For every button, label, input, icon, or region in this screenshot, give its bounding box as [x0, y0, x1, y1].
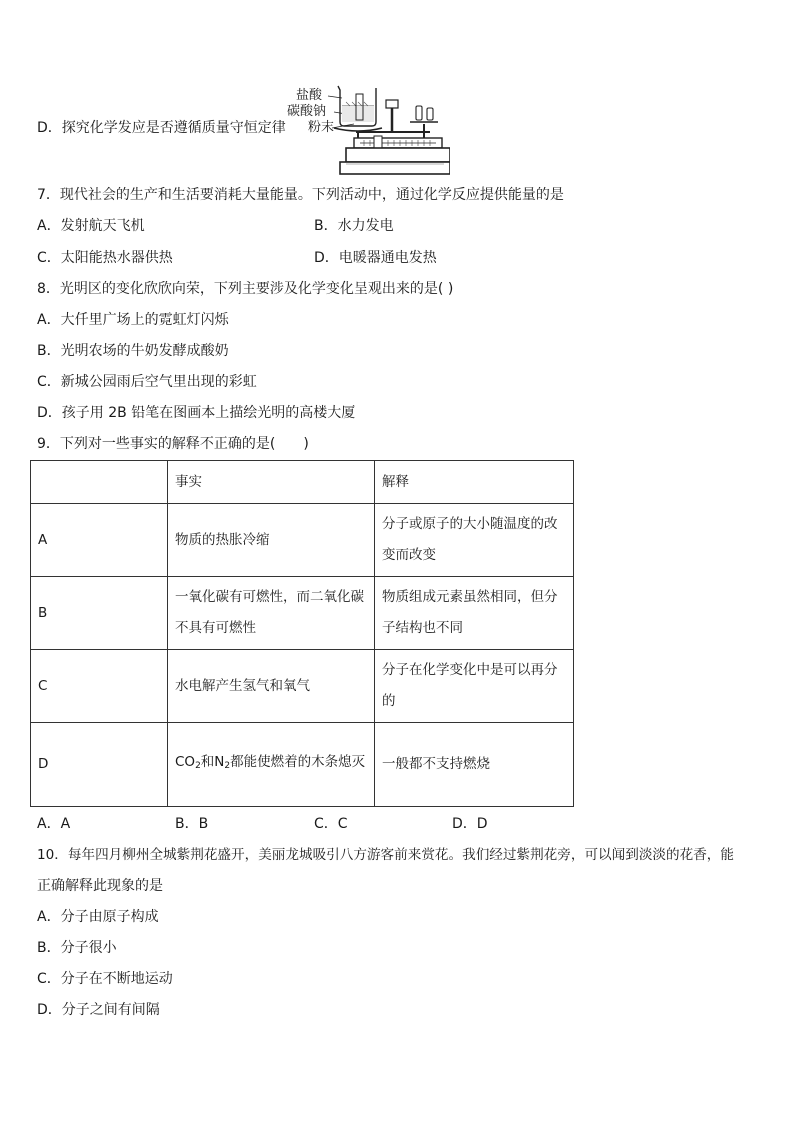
q8-stem: 8．光明区的变化欣欣向荣，下列主要涉及化学变化呈观出来的是( )	[37, 281, 454, 297]
header-label	[31, 461, 168, 504]
q8-option-c: C．新城公园雨后空气里出现的彩虹	[37, 374, 257, 390]
row-label: B	[31, 577, 168, 650]
balance-apparatus-figure	[287, 84, 450, 178]
row-fact: 物质的热胀冷缩	[168, 504, 375, 577]
q10-option-b: B．分子很小	[37, 940, 117, 956]
q10-stem-line1: 10．每年四月柳州全城紫荆花盛开，美丽龙城吸引八方游客前来赏花。我们经过紫荆花旁，可以闻到淡淡的花香，能	[37, 847, 734, 863]
q7-option-a: A．发射航天飞机	[37, 218, 145, 234]
q10-option-d: D．分子之间有间隔	[37, 1002, 160, 1018]
row-label: D	[31, 723, 168, 807]
formula-n2: $N_2$	[214, 754, 231, 771]
q10-option-c: C．分子在不断地运动	[37, 971, 173, 987]
header-fact: 事实	[168, 461, 375, 504]
facts-table	[30, 460, 574, 807]
q10-option-a: A．分子由原子构成	[37, 909, 159, 925]
row-fact: 一氧化碳有可燃性，而二氧化碳不具有可燃性	[168, 577, 375, 650]
q8-option-d: D．孩子用 2B 铅笔在图画本上描绘光明的高楼大厦	[37, 405, 356, 421]
q9-option-b: B．B	[175, 816, 209, 832]
q8-option-b: B．光明农场的牛奶发酵成酸奶	[37, 343, 229, 359]
label-carbonate: 碳酸钠	[287, 104, 327, 119]
label-powder: 粉末	[308, 120, 335, 135]
label-acid: 盐酸	[296, 88, 323, 103]
q10-stem-line2: 正确解释此现象的是	[37, 878, 163, 894]
q7-stem: 7．现代社会的生产和生活要消耗大量能量。下列活动中，通过化学反应提供能量的是	[37, 187, 564, 203]
table-header-row	[31, 461, 574, 504]
row-label: C	[31, 650, 168, 723]
row-explanation: 分子或原子的大小随温度的改变而改变	[375, 504, 574, 577]
table-row	[31, 650, 574, 723]
table-row	[31, 577, 574, 650]
row-explanation: 分子在化学变化中是可以再分的	[375, 650, 574, 723]
q8-option-a: A．大仟里广场上的霓虹灯闪烁	[37, 312, 229, 328]
q6-option-d: D．探究化学发应是否遵循质量守恒定律	[37, 120, 286, 136]
row-explanation: 一般都不支持燃烧	[375, 723, 574, 807]
table-row	[31, 723, 574, 807]
row-explanation: 物质组成元素虽然相同，但分子结构也不同	[375, 577, 574, 650]
row-fact: 水电解产生氢气和氧气	[168, 650, 375, 723]
formula-co2: $CO_2$	[175, 754, 201, 771]
q7-option-b: B．水力发电	[314, 218, 394, 234]
header-explanation: 解释	[375, 461, 574, 504]
q9-stem: 9．下列对一些事实的解释不正确的是( )	[37, 436, 309, 452]
q9-option-a: A．A	[37, 816, 71, 832]
q7-option-d: D．电暖器通电发热	[314, 250, 437, 266]
q9-option-c: C．C	[314, 816, 348, 832]
row-fact: $CO_2$和$N_2$都能使燃着的木条熄灭	[168, 723, 375, 807]
q9-option-d: D．D	[452, 816, 488, 832]
balance-icon	[290, 84, 450, 178]
row-label: A	[31, 504, 168, 577]
q7-option-c: C．太阳能热水器供热	[37, 250, 173, 266]
table-row	[31, 504, 574, 577]
